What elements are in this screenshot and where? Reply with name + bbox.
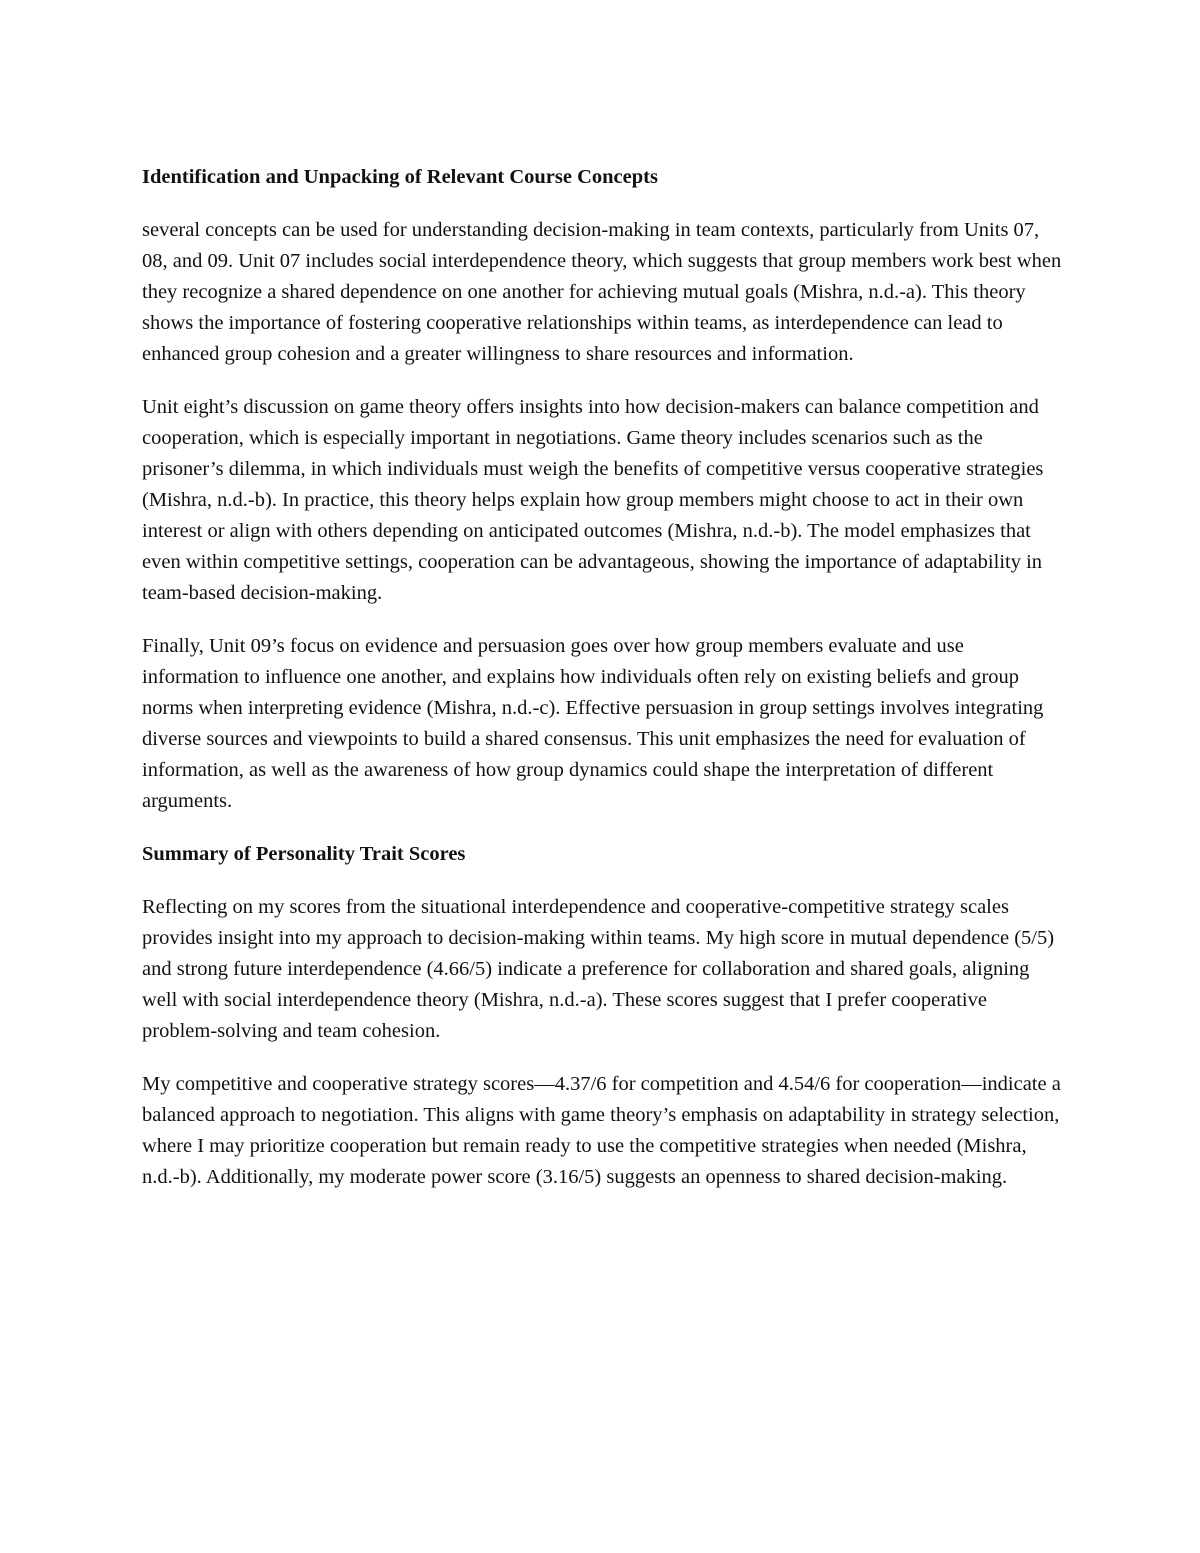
paragraph-social-interdependence: several concepts can be used for understanding decision-making in team contexts, particularly from Units 07, 08, and 09. Unit 07 includes social interdependence theory, which suggests that group members work best when they recognize a shared dependence on one another for achieving mutual goals (Mishra, n.d.-a). This theory shows the importance of fostering cooperative relationships within teams, as interdependence can lead to enhanced group cohesion and a greater willingness to share resources and information. — [142, 219, 1062, 365]
paragraph-game-theory: Unit eight’s discussion on game theory offers insights into how decision-makers can balance competition and cooperation, which is especially important in negotiations. Game theory includes scenarios such as the prisoner’s dilemma, in which individuals must weigh the benefits of competitive versus cooperative strategies (Mishra, n.d.-b). In practice, this theory helps explain how group members might choose to act in their own interest or align with others depending on anticipated outcomes (Mishra, n.d.-b). The model emphasizes that even within competitive settings, cooperation can be advantageous, showing the importance of adaptability in team-based decision-making. — [142, 396, 1044, 604]
paragraph-strategy-scores: My competitive and cooperative strategy scores—4.37/6 for competition and 4.54/6 for cooperation—indicate a balanced approach to negotiation. This aligns with game theory’s emphasis on adaptability in strategy selection, where I may prioritize cooperation but remain ready to use the competitive strategies when needed (Mishra, n.d.-b). Additionally, my moderate power score (3.16/5) suggests an openness to shared decision-making. — [142, 1073, 1061, 1188]
document-body — [142, 162, 1062, 1215]
paragraph-evidence-persuasion: Finally, Unit 09’s focus on evidence and persuasion goes over how group members evaluate and use information to influence one another, and explains how individuals often rely on existing beliefs and group norms when interpreting evidence (Mishra, n.d.-c). Effective persuasion in group settings involves integrating diverse sources and viewpoints to build a shared consensus. This unit emphasizes the need for evaluation of information, as well as the awareness of how group dynamics could shape the interpretation of different arguments. — [142, 635, 1044, 812]
section-heading-course-concepts: Identification and Unpacking of Relevant Course Concepts — [142, 166, 658, 188]
section-heading-personality-scores: Summary of Personality Trait Scores — [142, 843, 466, 865]
paragraph-interdependence-scores: Reflecting on my scores from the situational interdependence and cooperative-competitive strategy scales provides insight into my approach to decision-making within teams. My high score in mutual dependence (5/5) and strong future interdependence (4.66/5) indicate a preference for collaboration and shared goals, aligning well with social interdependence theory (Mishra, n.d.-a). These scores suggest that I prefer cooperative problem-solving and team cohesion. — [142, 896, 1055, 1042]
